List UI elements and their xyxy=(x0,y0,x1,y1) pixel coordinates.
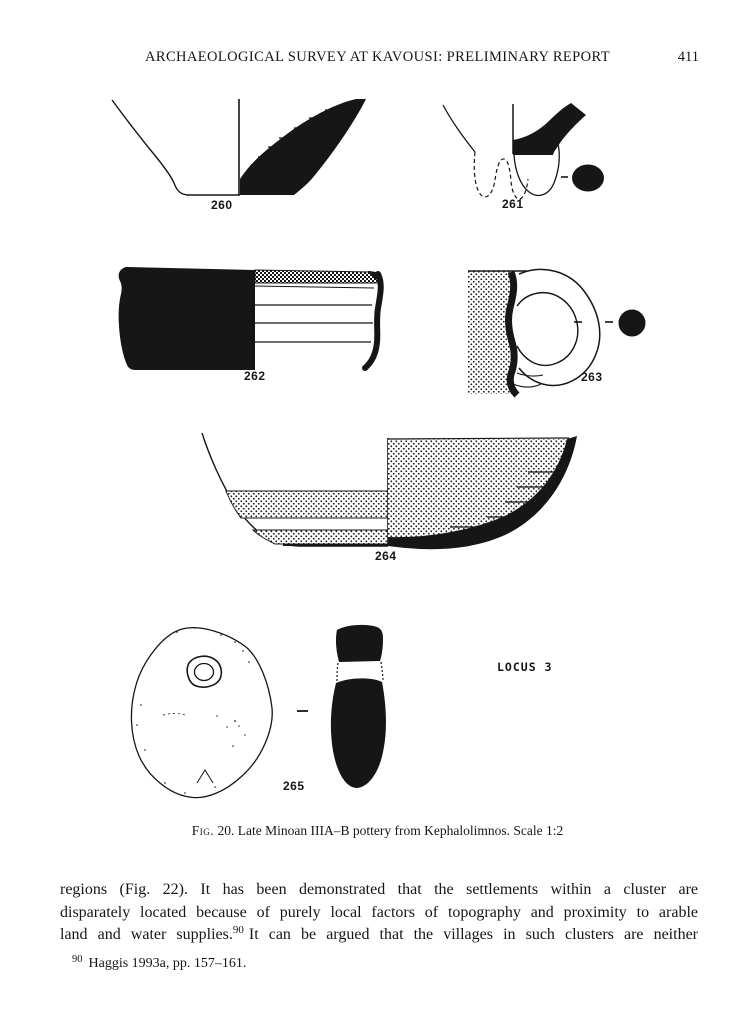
footnote xyxy=(60,956,698,972)
figure-caption-text: 20. Late Minoan IIIA–B pottery from Kephalolimnos. Scale 1:2 xyxy=(214,823,564,838)
pottery-drawing-263 xyxy=(455,258,665,398)
page-number: 411 xyxy=(677,49,699,65)
figure-caption-fig: Fig. xyxy=(191,823,215,838)
perforation-outer xyxy=(187,656,221,687)
body-paragraph xyxy=(60,879,698,948)
body-line-3-text: land and water supplies. xyxy=(60,926,233,943)
running-header-title: ARCHAEOLOGICAL SURVEY AT KAVOUSI: PRELIMINARY REPORT xyxy=(145,49,610,65)
pottery-drawing-260 xyxy=(95,93,375,215)
handle-section-261 xyxy=(572,165,604,192)
label-264: 264 xyxy=(375,549,397,563)
body-line-1: regions (Fig. 22). It has been demonstrated that the settlements within a cluster are xyxy=(60,881,698,898)
perforation-inner xyxy=(195,664,214,681)
footnote-text: Haggis 1993a, pp. 157–161. xyxy=(88,956,247,971)
label-260: 260 xyxy=(211,198,233,212)
footnote-number: 90 xyxy=(72,954,83,965)
footnote-marker: 90 xyxy=(232,924,244,936)
label-262: 262 xyxy=(244,369,266,383)
handle-section-263 xyxy=(619,310,646,337)
body-line-3-text-cont: It can be argued that the villages in such clusters are neither xyxy=(248,926,698,943)
pottery-drawing-261 xyxy=(430,92,635,214)
stone-object-drawing-265 xyxy=(125,615,395,803)
body-line-2: disparately located because of purely local factors of topography and proximity to arable xyxy=(60,903,698,921)
pottery-drawing-264 xyxy=(195,425,590,567)
figure-caption xyxy=(0,823,755,839)
label-261: 261 xyxy=(502,197,524,211)
label-265: 265 xyxy=(283,779,305,793)
locus-label: LOCUS 3 xyxy=(497,660,553,674)
label-263: 263 xyxy=(581,370,603,384)
body-line-3 xyxy=(60,924,698,948)
